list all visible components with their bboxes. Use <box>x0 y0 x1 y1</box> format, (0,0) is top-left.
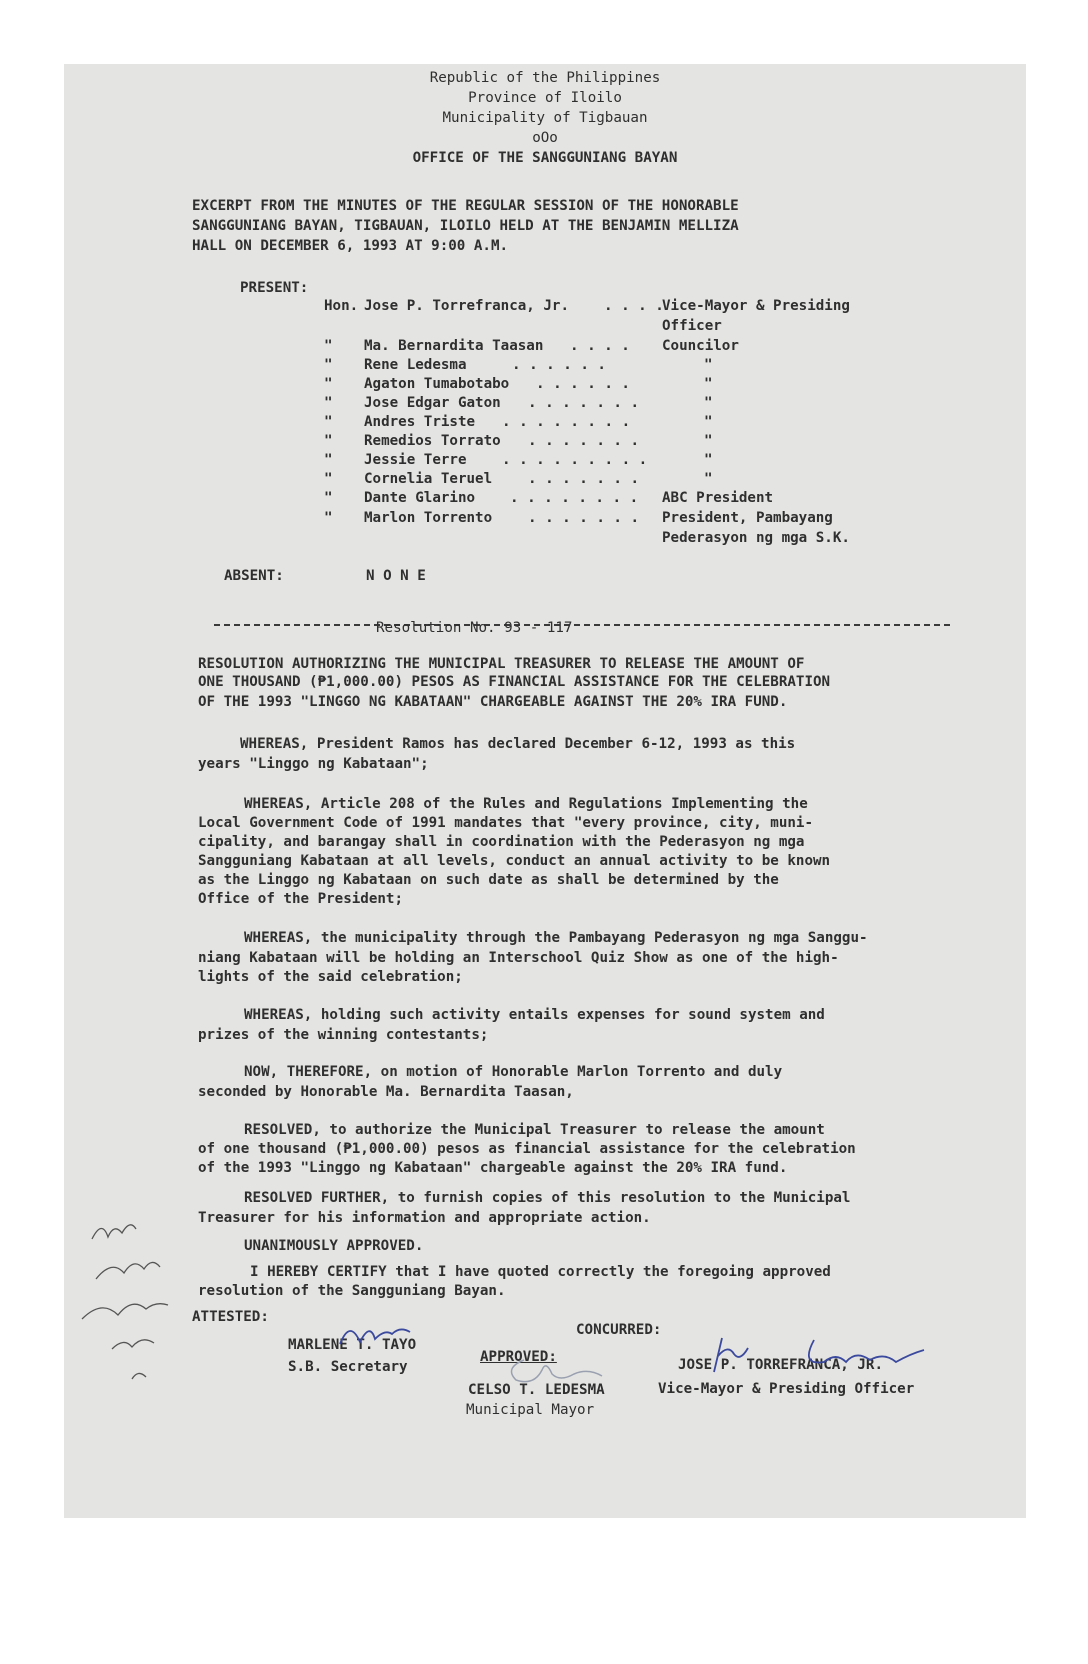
member-name: Ma. Bernardita Taasan <box>364 338 544 354</box>
member-dots: . . . . <box>604 298 664 314</box>
whereas-line: lights of the said celebration; <box>198 969 463 985</box>
excerpt-line: SANGGUNIANG BAYAN, TIGBAUAN, ILOILO HELD AT THE BENJAMIN MELLIZA <box>192 218 739 234</box>
resolved-line: of one thousand (₱1,000.00) pesos as financial assistance for the celebration <box>198 1141 856 1157</box>
concurred-label: CONCURRED: <box>576 1322 662 1338</box>
member-position-cont: Pederasyon ng mga S.K. <box>662 530 850 546</box>
motion-line: NOW, THEREFORE, on motion of Honorable Marlon Torrento and duly <box>244 1064 783 1080</box>
member-dots: . . . . . . . <box>528 471 640 487</box>
member-name: Andres Triste <box>364 414 476 430</box>
header-republic: Republic of the Philippines <box>429 70 661 86</box>
absent-value: N O N E <box>366 568 426 584</box>
member-prefix: " <box>324 471 333 487</box>
member-position: " <box>704 395 713 411</box>
unanimously-approved: UNANIMOUSLY APPROVED. <box>244 1238 424 1254</box>
mayor-signature <box>494 1350 614 1390</box>
member-name: Marlon Torrento <box>364 510 493 526</box>
member-dots: . . . . <box>570 338 630 354</box>
member-name: Agaton Tumabotabo <box>364 376 510 392</box>
member-dots: . . . . . . . . . <box>502 452 648 468</box>
member-prefix: " <box>324 510 333 526</box>
vicemayor-title: Vice-Mayor & Presiding Officer <box>658 1381 915 1397</box>
header-municipality: Municipality of Tigbauan <box>442 110 648 126</box>
member-prefix: " <box>324 452 333 468</box>
resolution-title-line: ONE THOUSAND (₱1,000.00) PESOS AS FINANCIAL ASSISTANCE FOR THE CELEBRATION <box>198 674 831 690</box>
member-name: Remedios Torrato <box>364 433 501 449</box>
member-dots: . . . . . . . <box>528 510 640 526</box>
attested-label: ATTESTED: <box>192 1309 269 1325</box>
document-page <box>64 64 1026 1518</box>
member-position: " <box>704 376 713 392</box>
resolution-title-line: RESOLUTION AUTHORIZING THE MUNICIPAL TREASURER TO RELEASE THE AMOUNT OF <box>198 656 805 672</box>
absent-label: ABSENT: <box>224 568 284 584</box>
excerpt-line: HALL ON DECEMBER 6, 1993 AT 9:00 A.M. <box>192 238 509 254</box>
member-dots: . . . . . . <box>536 376 630 392</box>
whereas-line: WHEREAS, holding such activity entails expenses for sound system and <box>244 1007 825 1023</box>
member-name: Jose Edgar Gaton <box>364 395 501 411</box>
resolved-line: RESOLVED, to authorize the Municipal Treasurer to release the amount <box>244 1122 825 1138</box>
member-position-cont: Officer <box>662 318 722 334</box>
resolved-line: of the 1993 "Linggo ng Kabataan" chargeable against the 20% IRA fund. <box>198 1160 788 1176</box>
member-prefix: " <box>324 490 333 506</box>
header-ornament: oOo <box>532 130 558 146</box>
member-position: Vice-Mayor & Presiding <box>662 298 850 314</box>
certification-line: resolution of the Sangguniang Bayan. <box>198 1283 506 1299</box>
member-dots: . . . . . . . <box>528 395 640 411</box>
member-position: ABC President <box>662 490 774 506</box>
member-prefix: " <box>324 338 333 354</box>
member-dots: . . . . . . . . <box>502 414 631 430</box>
header-province: Province of Iloilo <box>468 90 622 106</box>
whereas-line: as the Linggo ng Kabataan on such date as shall be determined by the <box>198 872 779 888</box>
member-dots: . . . . . . . . <box>510 490 639 506</box>
member-name: Cornelia Teruel <box>364 471 493 487</box>
vicemayor-signature <box>704 1332 944 1380</box>
member-prefix: " <box>324 395 333 411</box>
whereas-line: Sangguniang Kabataan at all levels, conduct an annual activity to be known <box>198 853 831 869</box>
member-position: President, Pambayang <box>662 510 833 526</box>
whereas-line: WHEREAS, President Ramos has declared December 6-12, 1993 as this <box>240 736 796 752</box>
whereas-line: Office of the President; <box>198 891 403 907</box>
certification-line: I HEREBY CERTIFY that I have quoted correctly the foregoing approved <box>250 1264 831 1280</box>
member-name: Jose P. Torrefranca, Jr. <box>364 298 569 314</box>
resolution-number: Resolution No. 93 - 117 <box>376 620 573 636</box>
vicemayor-name: JOSE P. TORREFRANCA, JR. <box>678 1357 883 1373</box>
excerpt-line: EXCERPT FROM THE MINUTES OF THE REGULAR SESSION OF THE HONORABLE <box>192 198 739 214</box>
resolved-further-line: Treasurer for his information and appropriate action. <box>198 1210 651 1226</box>
secretary-title: S.B. Secretary <box>288 1359 408 1375</box>
member-position: " <box>704 471 713 487</box>
member-dots: . . . . . . . <box>528 433 640 449</box>
mayor-title: Municipal Mayor <box>466 1402 595 1418</box>
header-office: OFFICE OF THE SANGGUNIANG BAYAN <box>412 150 678 166</box>
whereas-line: WHEREAS, Article 208 of the Rules and Regulations Implementing the <box>244 796 808 812</box>
resolved-further-line: RESOLVED FURTHER, to furnish copies of this resolution to the Municipal <box>244 1190 851 1206</box>
member-position: " <box>704 414 713 430</box>
whereas-line: WHEREAS, the municipality through the Pambayang Pederasyon ng mga Sanggu- <box>244 930 868 946</box>
member-prefix: Hon. <box>324 298 359 314</box>
member-position: Councilor <box>662 338 739 354</box>
member-name: Jessie Terre <box>364 452 467 468</box>
whereas-line: cipality, and barangay shall in coordination with the Pederasyon ng mga <box>198 834 805 850</box>
member-name: Dante Glarino <box>364 490 476 506</box>
member-position: " <box>704 433 713 449</box>
resolution-title-line: OF THE 1993 "LINGGO NG KABATAAN" CHARGEABLE AGAINST THE 20% IRA FUND. <box>198 694 788 710</box>
mayor-name: CELSO T. LEDESMA <box>468 1382 605 1398</box>
member-dots: . . . . . . <box>512 357 606 373</box>
member-position: " <box>704 357 713 373</box>
motion-line: seconded by Honorable Ma. Bernardita Taasan, <box>198 1084 574 1100</box>
member-prefix: " <box>324 376 333 392</box>
member-prefix: " <box>324 433 333 449</box>
margin-handwritten-note <box>72 1209 202 1409</box>
whereas-line: niang Kabataan will be holding an Interschool Quiz Show as one of the high- <box>198 950 839 966</box>
whereas-line: prizes of the winning contestants; <box>198 1027 489 1043</box>
member-position: " <box>704 452 713 468</box>
member-prefix: " <box>324 357 333 373</box>
member-prefix: " <box>324 414 333 430</box>
member-name: Rene Ledesma <box>364 357 467 373</box>
secretary-name: MARLENE T. TAYO <box>288 1337 417 1353</box>
present-label: PRESENT: <box>240 280 309 296</box>
secretary-signature <box>330 1314 420 1354</box>
whereas-line: Local Government Code of 1991 mandates that "every province, city, muni- <box>198 815 813 831</box>
whereas-line: years "Linggo ng Kabataan"; <box>198 756 429 772</box>
section-divider <box>214 624 950 626</box>
approved-label: APPROVED: <box>480 1349 557 1365</box>
